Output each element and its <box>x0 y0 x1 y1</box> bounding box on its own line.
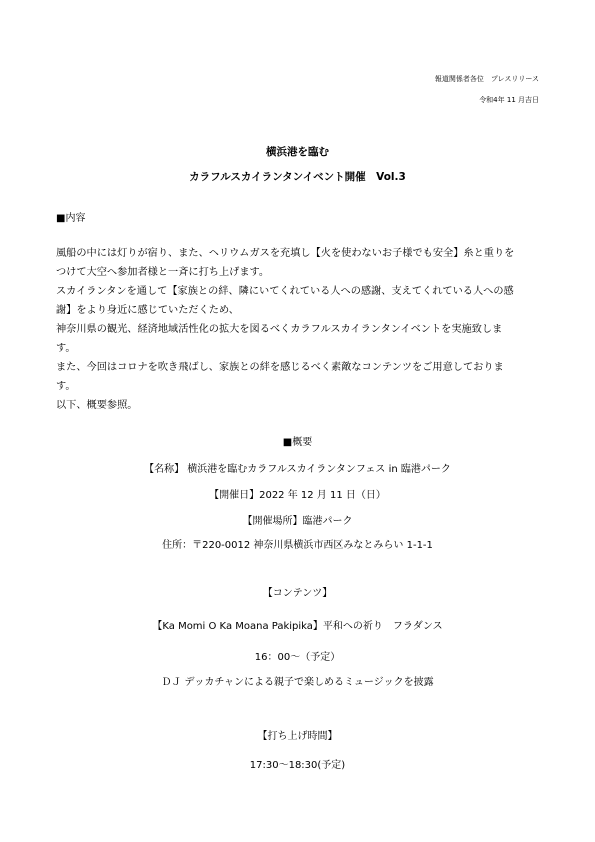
launch-heading: 【打ち上げ時間】 <box>257 731 338 742</box>
body-line: スカイランタンを通して【家族との絆、隣にいてくれている人への感謝、支えてくれている人への感 <box>56 286 514 297</box>
launch-time: 17:30～18:30(予定) <box>249 760 346 771</box>
title-line-1: 横浜港を臨む <box>266 146 329 158</box>
event-name: 【名称】 横浜港を臨むカラフルスカイランタンフェス in 臨港パーク <box>144 464 451 475</box>
event-address: 住所：〒220-0012 神奈川県横浜市西区みなとみらい 1-1-1 <box>162 540 433 551</box>
body-line: つけて大空へ参加者様と一斉に打ち上げます。 <box>56 267 270 278</box>
release-date: 令和4年 11 月吉日 <box>479 96 539 104</box>
contents-item-dj: ＤＪ デッカチャンによる親子で楽しめるミュージックを披露 <box>161 677 434 688</box>
overview-heading: ■概要 <box>282 437 313 448</box>
contents-item-hula: 【Ka Momi O Ka Moana Pakipika】平和への祈り フラダンス <box>152 621 443 632</box>
event-venue: 【開催場所】臨港パーク <box>242 516 353 527</box>
content-heading: ■内容 <box>56 213 86 224</box>
title-line-2: カラフルスカイランタンイベント開催 Vol.3 <box>189 171 406 183</box>
event-date: 【開催日】2022 年 12 月 11 日（日） <box>209 490 386 501</box>
contents-time: 16：00～（予定） <box>254 652 341 663</box>
body-line: す。 <box>56 343 76 354</box>
contents-heading: 【コンテンツ】 <box>262 588 333 599</box>
body-line: 風船の中には灯りが宿り、また、ヘリウムガスを充填し【火を使わないお子様でも安全】糸と重りを <box>56 248 515 259</box>
body-line: 謝】をより身近に感じていただくため、 <box>56 305 239 316</box>
body-line: 以下、概要参照。 <box>56 400 138 411</box>
body-line: 神奈川県の観光、経済地域活性化の拡大を図るべくカラフルスカイランタンイベントを実施致しま <box>56 324 503 335</box>
distribution-label: 報道関係者各位 プレスリリース <box>434 75 539 83</box>
body-line: また、今回はコロナを吹き飛ばし、家族との絆を感じるべく素敵なコンテンツをご用意しておりま <box>56 362 504 373</box>
body-line: す。 <box>56 381 76 392</box>
